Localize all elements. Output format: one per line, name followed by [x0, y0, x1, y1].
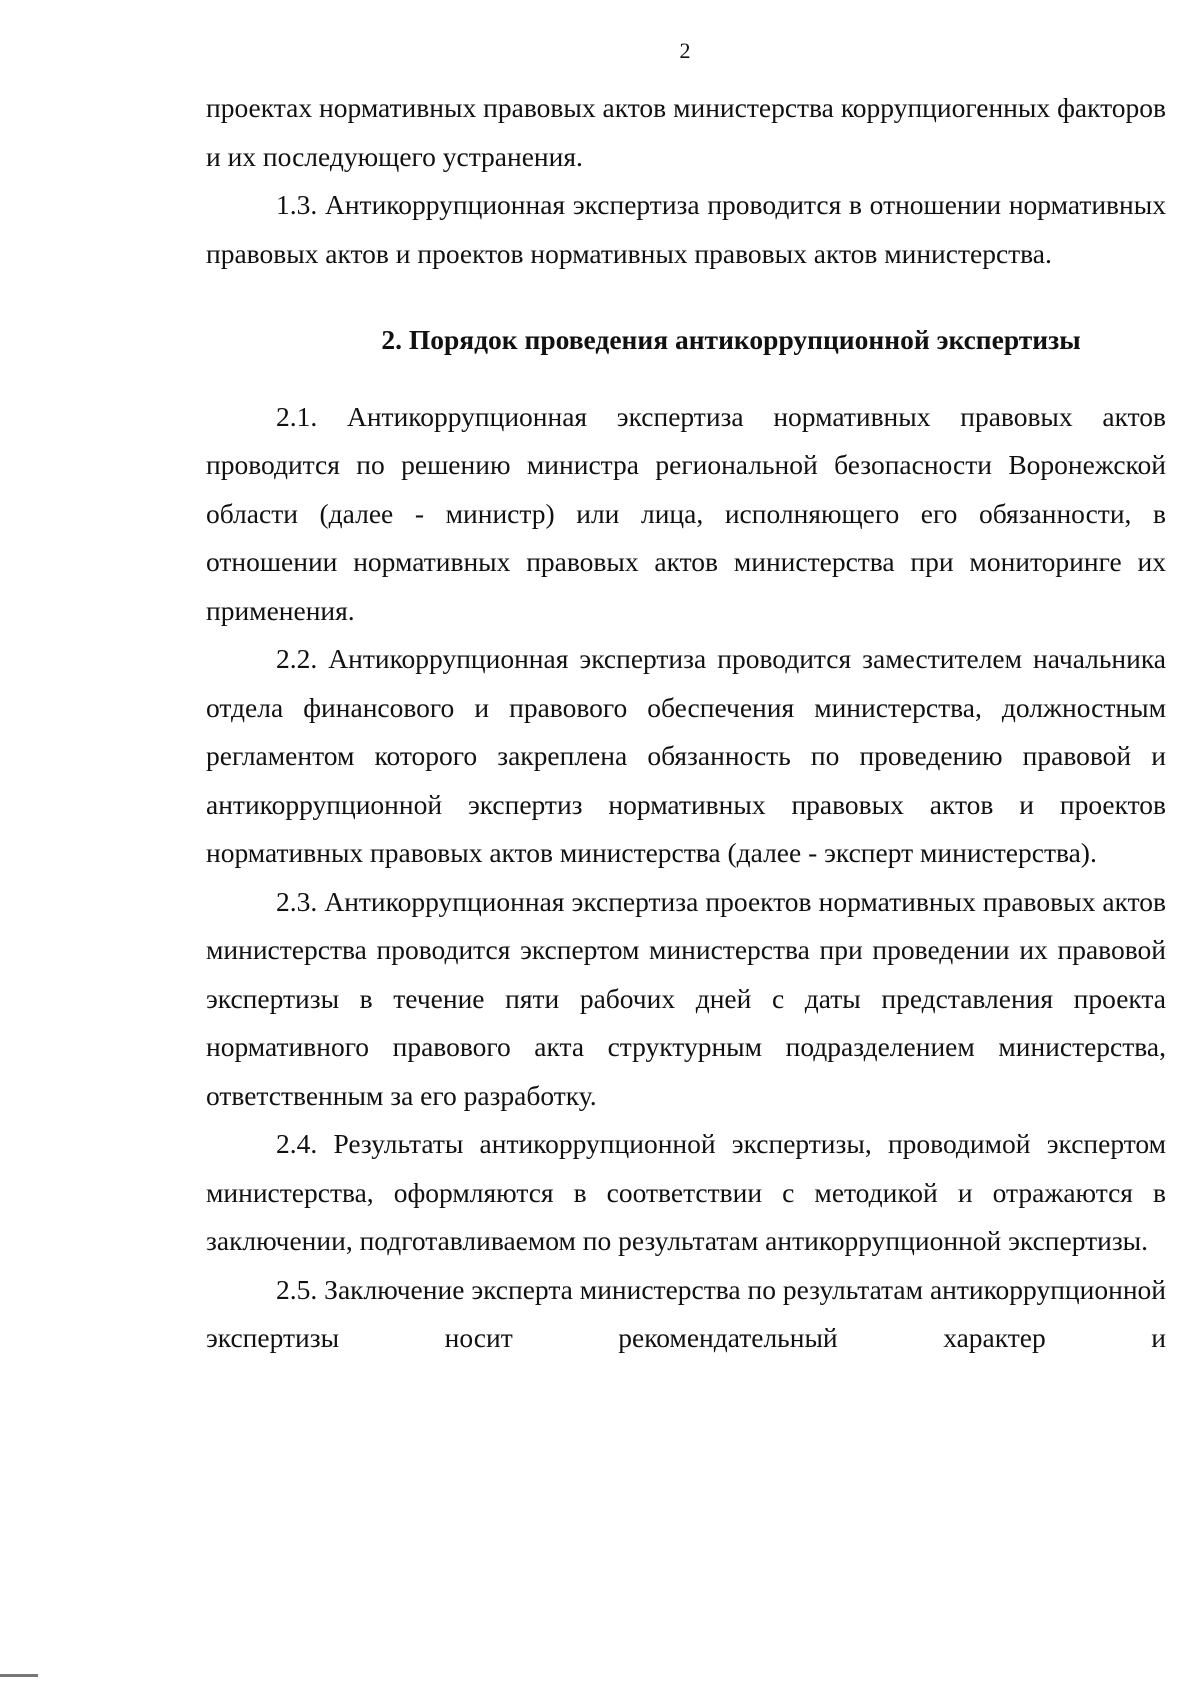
paragraph-2-3: 2.3. Антикоррупционная экспертиза проектов нормативных правовых актов министерства проводится экспертом министерства при проведении их правовой экспертизы в течение пяти рабочих дней с даты представления проекта нормативного правового акта структурным подразделением министерства, ответственным за его разработку. — [206, 885, 1166, 1111]
paragraph-2-2: 2.2. Антикоррупционная экспертиза проводится заместителем начальника отдела финансового и правового обеспечения министерства, должностным регламентом которого закреплена обязанность по проведению правовой и антикоррупционной экспертиз нормативных правовых актов и проектов нормативных правовых актов министерства (далее - эксперт министерства). — [206, 643, 1166, 868]
document-body — [206, 84, 1166, 1363]
paragraph-2-4: 2.4. Результаты антикоррупционной экспертизы, проводимой экспертом министерства, оформляются в соответствии с методикой и отражаются в заключении, подготавливаемом по результатам антикоррупционной экспертизы. — [206, 1128, 1166, 1256]
scan-edge-mark — [0, 1674, 38, 1677]
spacer — [206, 365, 1166, 393]
page-number: 2 — [679, 38, 691, 63]
paragraph-1-3: 1.3. Антикоррупционная экспертиза проводится в отношении нормативных правовых актов и проектов нормативных правовых актов министерства. — [206, 189, 1166, 269]
paragraph-2-5: 2.5. Заключение эксперта министерства по результатам антикоррупционной экспертизы носит рекомендательный характер и — [206, 1273, 1166, 1353]
paragraph-2-1: 2.1. Антикоррупционная экспертиза нормативных правовых актов проводится по решению министра региональной безопасности Воронежской области (далее - министр) или лица, исполняющего его обязанности, в отношении нормативных правовых актов министерства при мониторинге их применения. — [206, 400, 1166, 626]
section-heading: 2. Порядок проведения антикоррупционной экспертизы — [381, 324, 1081, 355]
spacer — [206, 278, 1166, 316]
paragraph-continuation: проектах нормативных правовых актов министерства коррупциогенных факторов и их последующего устранения. — [206, 92, 1166, 172]
